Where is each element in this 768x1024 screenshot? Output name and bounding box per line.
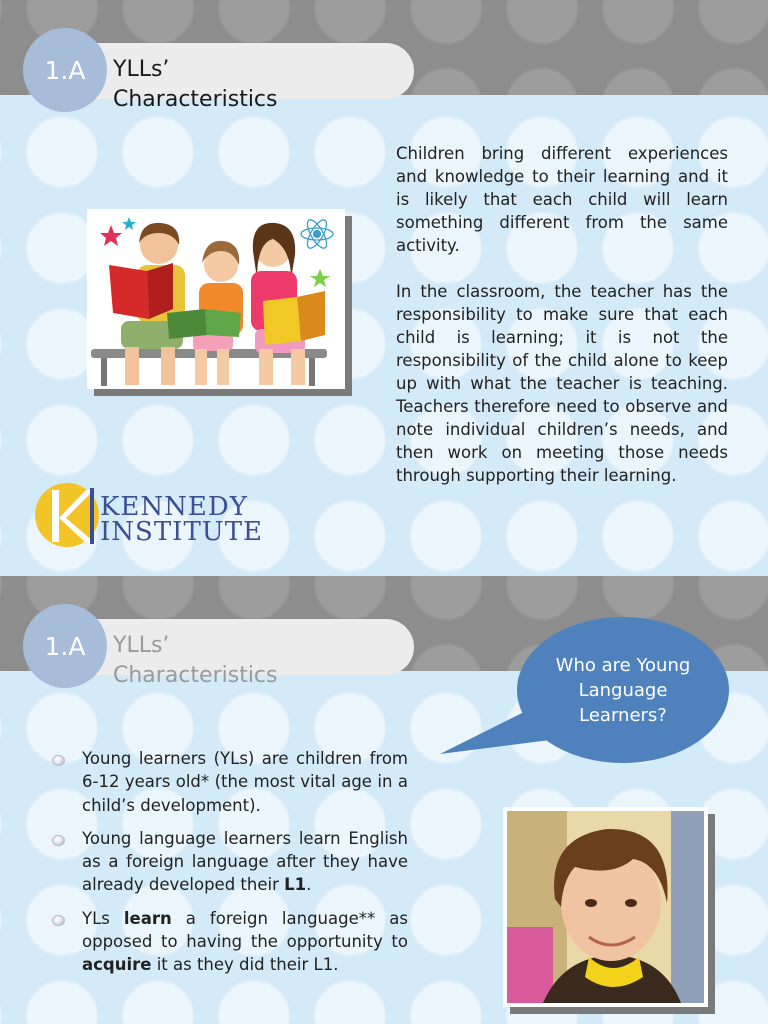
kennedy-institute-logo <box>34 480 264 550</box>
slide-title: YLLs’ Characteristics <box>113 633 278 688</box>
boy-portrait-illustration <box>503 807 708 1007</box>
kennedy-k-emblem-icon <box>34 480 104 550</box>
body-text <box>396 142 728 510</box>
bullet-text: YLs <box>82 908 124 928</box>
bullet-marker-icon <box>52 835 65 846</box>
bullet-text: Young language learners learn English as a foreign language after they have already developed their <box>82 828 408 895</box>
logo-line-2: INSTITUTE <box>100 517 264 547</box>
paragraph-1: Children bring different experiences and knowledge to their learning and it is likely that each child will learn something different from the same activity. <box>396 144 728 255</box>
slide-title: YLLs’ Characteristics <box>113 57 278 112</box>
logo-line-1: KENNEDY <box>100 492 248 522</box>
bullet-text: a foreign language** as opposed to having the opportunity to <box>82 908 408 952</box>
bullet-item <box>52 747 408 817</box>
bullet-marker-icon <box>52 755 65 766</box>
section-badge: 1.A <box>23 604 107 688</box>
bullet-marker-icon <box>52 915 65 926</box>
bullet-text: Young learners (YLs) are children from 6-12 years old* (the most vital age in a child’s development). <box>82 749 408 815</box>
bullet-text: it as they did their L1. <box>151 955 339 975</box>
bullet-text: . <box>306 875 312 895</box>
speech-bubble: Who are Young Language Learners? <box>517 617 729 763</box>
young-learner-photo <box>503 807 708 1007</box>
children-reading-illustration <box>87 209 345 389</box>
bullet-list <box>52 747 408 987</box>
bullet-emphasis: acquire <box>82 955 152 975</box>
bullet-item <box>52 907 408 977</box>
bullet-item <box>52 827 408 897</box>
bullet-emphasis: L1 <box>284 875 307 895</box>
paragraph-2: In the classroom, the teacher has the responsibility to make sure that each child is learning; it is not the responsibility of the child alone to keep up with what the teacher is teaching. Teachers therefore need to observe and note individual children’s needs, and then work on meeting those needs through supporting their learning. <box>396 282 728 485</box>
section-badge: 1.A <box>23 28 107 112</box>
bullet-emphasis: learn <box>123 908 172 928</box>
children-reading-photo <box>87 209 345 389</box>
